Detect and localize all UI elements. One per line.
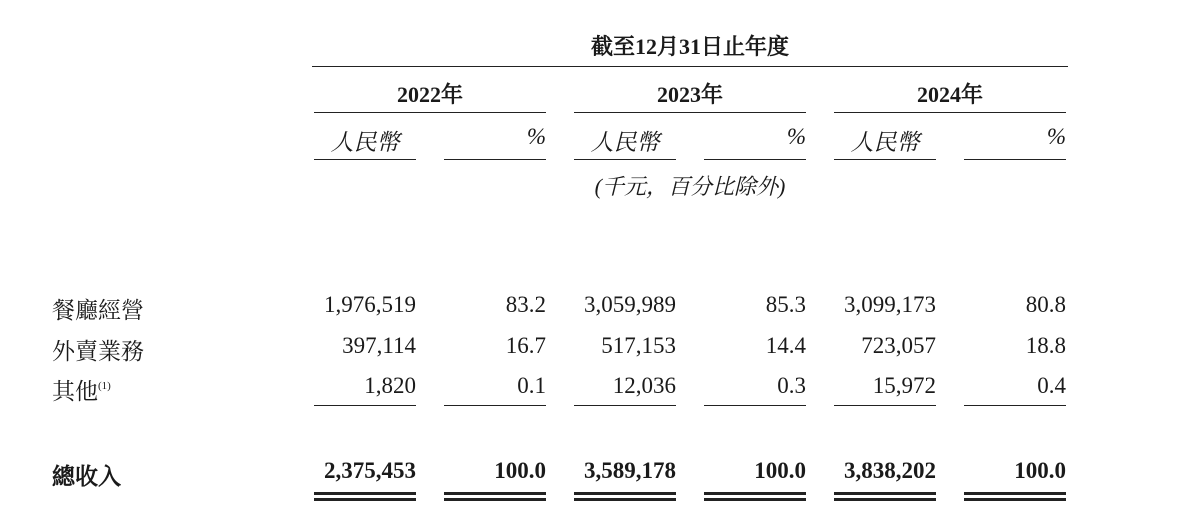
year-2022-heading: 2022年	[396, 82, 463, 107]
total-value: 100.0	[1014, 458, 1066, 483]
total-value: 3,589,178	[584, 458, 676, 483]
column-rule	[574, 159, 676, 160]
year-2024-heading: 2024年	[916, 82, 983, 107]
total-label: 總收入	[52, 464, 121, 489]
value-cell: 85.3	[765, 292, 806, 317]
year-2023-rule	[574, 112, 806, 113]
value-cell: 0.1	[517, 373, 546, 398]
column-rule	[444, 159, 546, 160]
value-cell: 0.3	[777, 373, 806, 398]
value-cell: 83.2	[505, 292, 546, 317]
total-double-rule	[574, 492, 676, 501]
subtotal-rule	[444, 405, 546, 406]
value-cell: 3,099,173	[844, 292, 936, 317]
currency-header: 人民幣	[330, 130, 400, 155]
unit-note: (千元，百分比除外)	[594, 174, 786, 199]
value-cell: 15,972	[872, 373, 936, 398]
value-cell: 3,059,989	[584, 292, 676, 317]
value-cell: 18.8	[1025, 333, 1066, 358]
column-rule	[834, 159, 936, 160]
column-rule	[314, 159, 416, 160]
percent-header: %	[1046, 124, 1066, 149]
currency-header: 人民幣	[850, 130, 920, 155]
year-2022-rule	[314, 112, 546, 113]
percent-header: %	[786, 124, 806, 149]
column-rule	[964, 159, 1066, 160]
currency-header: 人民幣	[590, 130, 660, 155]
value-cell: 0.4	[1037, 373, 1066, 398]
total-double-rule	[314, 492, 416, 501]
subtotal-rule	[834, 405, 936, 406]
year-2023-heading: 2023年	[656, 82, 723, 107]
value-cell: 1,820	[364, 373, 416, 398]
footnote-marker: (1)	[98, 380, 111, 392]
total-double-rule	[704, 492, 806, 501]
total-double-rule	[964, 492, 1066, 501]
total-value: 100.0	[754, 458, 806, 483]
row-label	[52, 373, 111, 406]
subtotal-rule	[964, 405, 1066, 406]
column-rule	[704, 159, 806, 160]
value-cell: 80.8	[1025, 292, 1066, 317]
total-double-rule	[444, 492, 546, 501]
row-label-text: 其他	[52, 379, 98, 404]
total-value: 2,375,453	[324, 458, 416, 483]
percent-header: %	[526, 124, 546, 149]
period-rule	[312, 66, 1068, 67]
value-cell: 16.7	[505, 333, 546, 358]
value-cell: 723,057	[861, 333, 936, 358]
value-cell: 14.4	[765, 333, 806, 358]
subtotal-rule	[314, 405, 416, 406]
total-double-rule	[834, 492, 936, 501]
row-label: 外賣業務	[52, 339, 144, 364]
year-2024-rule	[834, 112, 1066, 113]
total-value: 100.0	[494, 458, 546, 483]
subtotal-rule	[574, 405, 676, 406]
value-cell: 1,976,519	[324, 292, 416, 317]
row-label: 餐廳經營	[52, 298, 144, 323]
value-cell: 12,036	[612, 373, 676, 398]
value-cell: 517,153	[601, 333, 676, 358]
total-value: 3,838,202	[844, 458, 936, 483]
subtotal-rule	[704, 405, 806, 406]
period-title: 截至12月31日止年度	[590, 34, 789, 59]
value-cell: 397,114	[342, 333, 416, 358]
